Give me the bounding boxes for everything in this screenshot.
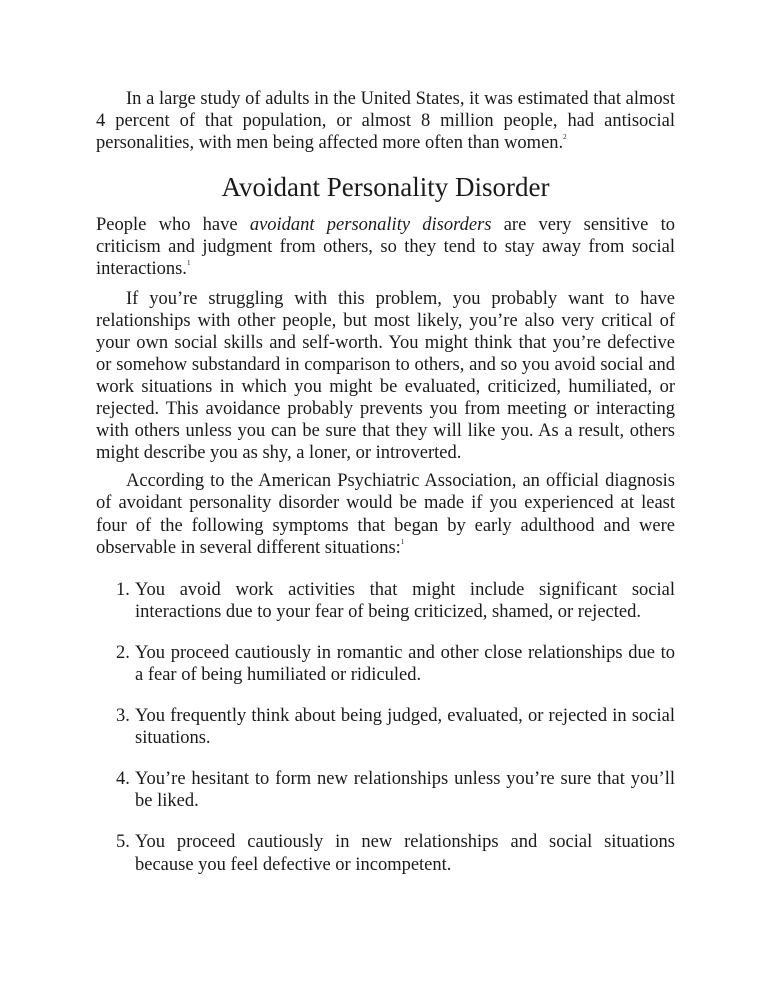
list-item	[96, 579, 675, 623]
list-item	[96, 768, 675, 812]
symptom-list	[96, 579, 675, 876]
definition-term: avoidant personality disorders	[249, 215, 492, 236]
footnote-marker: 1	[400, 537, 405, 546]
list-number: 4.	[116, 769, 130, 790]
list-number: 3.	[116, 706, 130, 727]
intro-text: In a large study of adults in the United States, it was estimated that almost 4 percent of that population, or almost 8 million people, had antisocial personalities, with men being affected more often than women.	[96, 89, 675, 154]
document-page	[96, 88, 675, 895]
list-number: 1.	[116, 579, 130, 600]
apa-text: According to the American Psychiatric Association, an official diagnosis of avoidant personality disorder would be made if you experienced at least four of the following symptoms that began by early adulthood and were observable in several different situations:	[96, 471, 675, 558]
intro-paragraph	[96, 88, 675, 154]
footnote-marker: 1	[186, 259, 191, 268]
list-number: 5.	[116, 832, 130, 853]
list-item-text: You proceed cautiously in romantic and other close relationships due to a fear of being humiliated or ridiculed.	[135, 642, 675, 685]
list-item-text: You frequently think about being judged, evaluated, or rejected in social situations.	[135, 706, 675, 749]
section-heading: Avoidant Personality Disorder	[221, 172, 550, 203]
definition-before: People who have	[96, 215, 250, 236]
struggle-paragraph: If you’re struggling with this problem, you probably want to have relationships with other people, but most likely, you’re also very critical of your own social skills and self-worth. You might think that you’re defective or somehow substandard in comparison to others, and so you avoid social and work situations in which you might be evaluated, criticized, humiliated, or rejected. This avoidance probably prevents you from meeting or interacting with others unless you can be sure that they will like you. As a result, others might describe you as shy, a loner, or introverted.	[96, 288, 675, 464]
list-item	[96, 831, 675, 875]
list-item	[96, 642, 675, 686]
list-item-text: You avoid work activities that might include significant social interactions due to your fear of being criticized, shamed, or rejected.	[135, 579, 675, 622]
definition-paragraph	[96, 214, 675, 280]
apa-paragraph	[96, 470, 675, 558]
definition-after: are very sensitive to criticism and judgment from others, so they tend to stay away from social interactions.	[96, 215, 675, 280]
list-item	[96, 705, 675, 749]
list-item-text: You proceed cautiously in new relationships and social situations because you feel defective or incompetent.	[135, 832, 675, 875]
footnote-marker: 2	[563, 133, 567, 142]
list-item-text: You’re hesitant to form new relationships unless you’re sure that you’ll be liked.	[135, 769, 675, 812]
list-number: 2.	[116, 642, 130, 663]
